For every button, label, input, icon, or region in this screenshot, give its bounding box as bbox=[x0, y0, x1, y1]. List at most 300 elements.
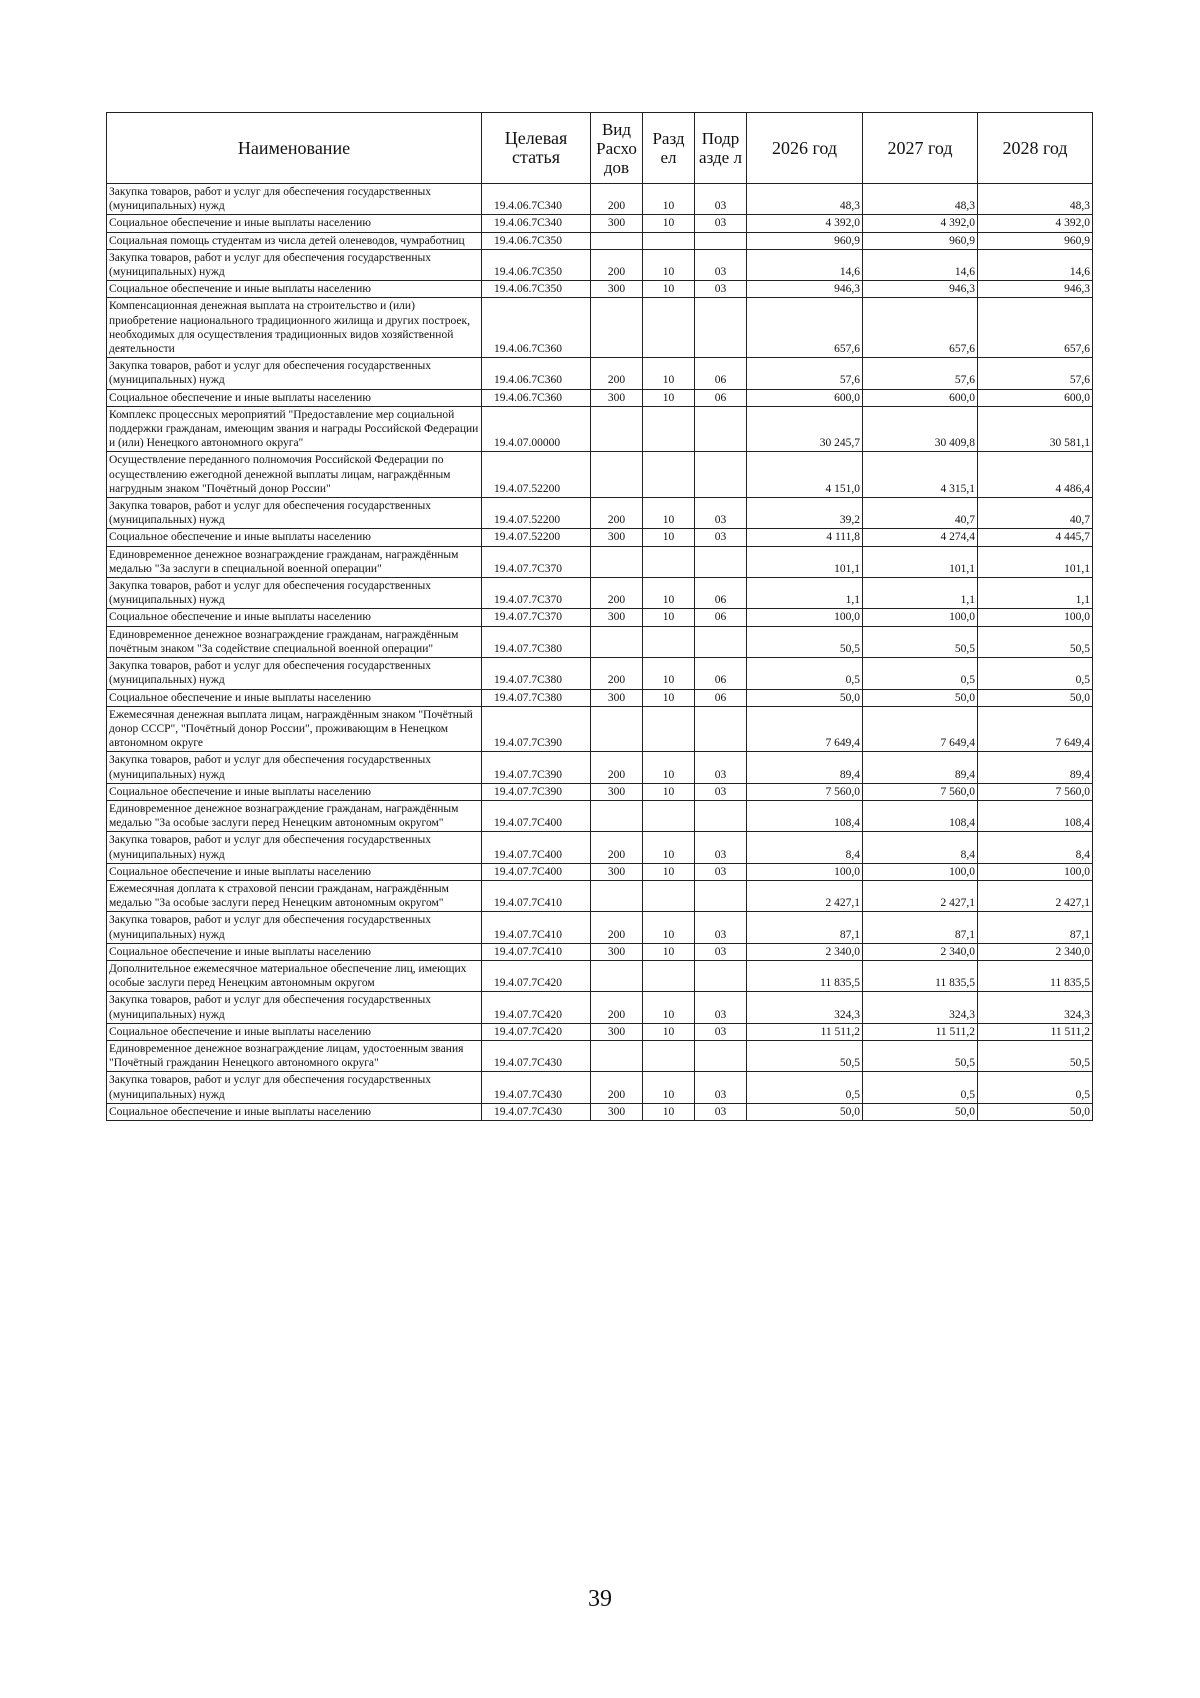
subsection-cell: 03 bbox=[695, 752, 747, 783]
subsection-cell: 03 bbox=[695, 992, 747, 1023]
row-name-cell: Социальное обеспечение и иные выплаты населению bbox=[107, 783, 482, 800]
expense-type-cell: 200 bbox=[591, 992, 643, 1023]
expense-type-cell bbox=[591, 800, 643, 831]
table-row bbox=[107, 358, 1093, 389]
amount-2027-cell: 324,3 bbox=[863, 992, 978, 1023]
amount-2026-cell: 324,3 bbox=[747, 992, 863, 1023]
table-row bbox=[107, 529, 1093, 546]
amount-2028-cell: 101,1 bbox=[978, 546, 1093, 577]
amount-2028-cell: 48,3 bbox=[978, 184, 1093, 215]
amount-2026-cell: 657,6 bbox=[747, 298, 863, 358]
target-article-cell: 19.4.07.52200 bbox=[482, 452, 591, 498]
amount-2028-cell: 4 445,7 bbox=[978, 529, 1093, 546]
amount-2027-cell: 8,4 bbox=[863, 832, 978, 863]
subsection-cell: 03 bbox=[695, 863, 747, 880]
amount-2026-cell: 2 427,1 bbox=[747, 880, 863, 911]
target-article-cell: 19.4.07.7С380 bbox=[482, 658, 591, 689]
section-cell: 10 bbox=[643, 389, 695, 406]
section-cell bbox=[643, 706, 695, 752]
amount-2027-cell: 600,0 bbox=[863, 389, 978, 406]
section-cell bbox=[643, 1040, 695, 1071]
amount-2028-cell: 89,4 bbox=[978, 752, 1093, 783]
expense-type-cell bbox=[591, 452, 643, 498]
row-name-cell: Закупка товаров, работ и услуг для обеспечения государственных (муниципальных) нужд bbox=[107, 658, 482, 689]
row-name-cell: Единовременное денежное вознаграждение гражданам, награждённым медалью "За особые заслуги перед Ненецким автономным округом" bbox=[107, 800, 482, 831]
row-name-cell: Осуществление переданного полномочия Российской Федерации по осуществлению ежегодной денежной выплаты лицам, награждённым нагрудным знаком "Почётный донор России" bbox=[107, 452, 482, 498]
expense-type-cell: 200 bbox=[591, 658, 643, 689]
row-name-cell: Комплекс процессных мероприятий "Предоставление мер социальной поддержки гражданам, имеющим звания и награды Российской Федерации и (или) Ненецкого автономного округа" bbox=[107, 406, 482, 452]
table-row bbox=[107, 706, 1093, 752]
row-name-cell: Социальное обеспечение и иные выплаты населению bbox=[107, 215, 482, 232]
expense-type-cell: 300 bbox=[591, 783, 643, 800]
header-year-2028: 2028 год bbox=[978, 113, 1093, 184]
section-cell: 10 bbox=[643, 832, 695, 863]
amount-2028-cell: 2 340,0 bbox=[978, 943, 1093, 960]
subsection-cell: 06 bbox=[695, 358, 747, 389]
section-cell: 10 bbox=[643, 249, 695, 280]
amount-2026-cell: 7 560,0 bbox=[747, 783, 863, 800]
subsection-cell: 03 bbox=[695, 943, 747, 960]
amount-2028-cell: 0,5 bbox=[978, 658, 1093, 689]
amount-2026-cell: 108,4 bbox=[747, 800, 863, 831]
target-article-cell: 19.4.07.7С430 bbox=[482, 1103, 591, 1120]
row-name-cell: Ежемесячная денежная выплата лицам, награждённым знаком "Почётный донор СССР", "Почётный донор России", проживающим в Ненецком автономном округе bbox=[107, 706, 482, 752]
expense-type-cell: 200 bbox=[591, 1072, 643, 1103]
subsection-cell: 03 bbox=[695, 184, 747, 215]
section-cell: 10 bbox=[643, 752, 695, 783]
amount-2028-cell: 4 392,0 bbox=[978, 215, 1093, 232]
table-row bbox=[107, 215, 1093, 232]
header-target-article: Целевая статья bbox=[482, 113, 591, 184]
target-article-cell: 19.4.07.7С400 bbox=[482, 863, 591, 880]
row-name-cell: Закупка товаров, работ и услуг для обеспечения государственных (муниципальных) нужд bbox=[107, 498, 482, 529]
table-row bbox=[107, 1072, 1093, 1103]
amount-2028-cell: 600,0 bbox=[978, 389, 1093, 406]
subsection-cell: 06 bbox=[695, 689, 747, 706]
amount-2027-cell: 7 560,0 bbox=[863, 783, 978, 800]
row-name-cell: Закупка товаров, работ и услуг для обеспечения государственных (муниципальных) нужд bbox=[107, 1072, 482, 1103]
row-name-cell: Социальное обеспечение и иные выплаты населению bbox=[107, 863, 482, 880]
target-article-cell: 19.4.07.7С390 bbox=[482, 752, 591, 783]
section-cell: 10 bbox=[643, 1103, 695, 1120]
amount-2027-cell: 100,0 bbox=[863, 609, 978, 626]
amount-2027-cell: 101,1 bbox=[863, 546, 978, 577]
amount-2028-cell: 0,5 bbox=[978, 1072, 1093, 1103]
subsection-cell bbox=[695, 406, 747, 452]
amount-2027-cell: 657,6 bbox=[863, 298, 978, 358]
row-name-cell: Закупка товаров, работ и услуг для обеспечения государственных (муниципальных) нужд bbox=[107, 184, 482, 215]
expense-type-cell: 300 bbox=[591, 1103, 643, 1120]
target-article-cell: 19.4.07.7С420 bbox=[482, 1023, 591, 1040]
table-row bbox=[107, 960, 1093, 991]
section-cell: 10 bbox=[643, 992, 695, 1023]
subsection-cell: 03 bbox=[695, 832, 747, 863]
table-row bbox=[107, 752, 1093, 783]
table-row bbox=[107, 452, 1093, 498]
expense-type-cell: 200 bbox=[591, 832, 643, 863]
expense-type-cell: 300 bbox=[591, 529, 643, 546]
expense-type-cell bbox=[591, 626, 643, 657]
amount-2027-cell: 50,0 bbox=[863, 1103, 978, 1120]
amount-2026-cell: 57,6 bbox=[747, 358, 863, 389]
target-article-cell: 19.4.06.7С340 bbox=[482, 184, 591, 215]
amount-2026-cell: 4 392,0 bbox=[747, 215, 863, 232]
subsection-cell bbox=[695, 960, 747, 991]
amount-2028-cell: 50,0 bbox=[978, 1103, 1093, 1120]
amount-2026-cell: 960,9 bbox=[747, 232, 863, 249]
expense-type-cell: 300 bbox=[591, 281, 643, 298]
row-name-cell: Социальное обеспечение и иные выплаты населению bbox=[107, 1103, 482, 1120]
row-name-cell: Социальное обеспечение и иные выплаты населению bbox=[107, 389, 482, 406]
expense-type-cell: 300 bbox=[591, 389, 643, 406]
expense-type-cell: 200 bbox=[591, 498, 643, 529]
table-row bbox=[107, 912, 1093, 943]
amount-2028-cell: 7 560,0 bbox=[978, 783, 1093, 800]
subsection-cell: 06 bbox=[695, 609, 747, 626]
amount-2028-cell: 11 835,5 bbox=[978, 960, 1093, 991]
amount-2028-cell: 1,1 bbox=[978, 578, 1093, 609]
amount-2028-cell: 57,6 bbox=[978, 358, 1093, 389]
section-cell: 10 bbox=[643, 1023, 695, 1040]
section-cell bbox=[643, 800, 695, 831]
subsection-cell bbox=[695, 800, 747, 831]
table-row bbox=[107, 832, 1093, 863]
target-article-cell: 19.4.06.7С350 bbox=[482, 232, 591, 249]
amount-2027-cell: 108,4 bbox=[863, 800, 978, 831]
amount-2028-cell: 50,5 bbox=[978, 626, 1093, 657]
amount-2027-cell: 100,0 bbox=[863, 863, 978, 880]
target-article-cell: 19.4.07.7С370 bbox=[482, 546, 591, 577]
table-row bbox=[107, 1040, 1093, 1071]
section-cell: 10 bbox=[643, 358, 695, 389]
target-article-cell: 19.4.07.7С430 bbox=[482, 1072, 591, 1103]
expense-type-cell: 300 bbox=[591, 609, 643, 626]
page-number: 39 bbox=[588, 1586, 612, 1612]
table-row bbox=[107, 578, 1093, 609]
table-row bbox=[107, 232, 1093, 249]
amount-2026-cell: 8,4 bbox=[747, 832, 863, 863]
table-row bbox=[107, 298, 1093, 358]
section-cell: 10 bbox=[643, 498, 695, 529]
amount-2028-cell: 2 427,1 bbox=[978, 880, 1093, 911]
amount-2026-cell: 50,0 bbox=[747, 1103, 863, 1120]
row-name-cell: Единовременное денежное вознаграждение гражданам, награждённым почётным знаком "За содействие специальной военной операции" bbox=[107, 626, 482, 657]
row-name-cell: Социальное обеспечение и иные выплаты населению bbox=[107, 943, 482, 960]
row-name-cell: Закупка товаров, работ и услуг для обеспечения государственных (муниципальных) нужд bbox=[107, 752, 482, 783]
subsection-cell: 03 bbox=[695, 1023, 747, 1040]
amount-2028-cell: 87,1 bbox=[978, 912, 1093, 943]
subsection-cell: 06 bbox=[695, 389, 747, 406]
amount-2027-cell: 11 511,2 bbox=[863, 1023, 978, 1040]
section-cell bbox=[643, 626, 695, 657]
row-name-cell: Закупка товаров, работ и услуг для обеспечения государственных (муниципальных) нужд bbox=[107, 992, 482, 1023]
subsection-cell bbox=[695, 706, 747, 752]
expense-type-cell bbox=[591, 546, 643, 577]
amount-2028-cell: 40,7 bbox=[978, 498, 1093, 529]
header-section: Разд ел bbox=[643, 113, 695, 184]
amount-2028-cell: 100,0 bbox=[978, 609, 1093, 626]
target-article-cell: 19.4.06.7С350 bbox=[482, 281, 591, 298]
amount-2028-cell: 8,4 bbox=[978, 832, 1093, 863]
amount-2026-cell: 1,1 bbox=[747, 578, 863, 609]
section-cell: 10 bbox=[643, 863, 695, 880]
row-name-cell: Дополнительное ежемесячное материальное обеспечение лиц, имеющих особые заслуги перед Ненецким автономным округом bbox=[107, 960, 482, 991]
row-name-cell: Социальное обеспечение и иные выплаты населению bbox=[107, 689, 482, 706]
amount-2027-cell: 960,9 bbox=[863, 232, 978, 249]
amount-2027-cell: 89,4 bbox=[863, 752, 978, 783]
amount-2026-cell: 100,0 bbox=[747, 609, 863, 626]
header-expense-type: Вид Расхо дов bbox=[591, 113, 643, 184]
subsection-cell: 03 bbox=[695, 215, 747, 232]
header-name: Наименование bbox=[107, 113, 482, 184]
section-cell: 10 bbox=[643, 281, 695, 298]
section-cell bbox=[643, 546, 695, 577]
table-row bbox=[107, 609, 1093, 626]
amount-2026-cell: 101,1 bbox=[747, 546, 863, 577]
amount-2027-cell: 7 649,4 bbox=[863, 706, 978, 752]
amount-2027-cell: 4 392,0 bbox=[863, 215, 978, 232]
target-article-cell: 19.4.07.7С400 bbox=[482, 800, 591, 831]
expense-type-cell: 300 bbox=[591, 863, 643, 880]
row-name-cell: Закупка товаров, работ и услуг для обеспечения государственных (муниципальных) нужд bbox=[107, 358, 482, 389]
section-cell: 10 bbox=[643, 689, 695, 706]
expense-type-cell bbox=[591, 880, 643, 911]
amount-2026-cell: 2 340,0 bbox=[747, 943, 863, 960]
amount-2028-cell: 324,3 bbox=[978, 992, 1093, 1023]
amount-2027-cell: 2 340,0 bbox=[863, 943, 978, 960]
section-cell bbox=[643, 298, 695, 358]
row-name-cell: Закупка товаров, работ и услуг для обеспечения государственных (муниципальных) нужд bbox=[107, 578, 482, 609]
amount-2027-cell: 30 409,8 bbox=[863, 406, 978, 452]
target-article-cell: 19.4.07.7С420 bbox=[482, 960, 591, 991]
row-name-cell: Социальное обеспечение и иные выплаты населению bbox=[107, 529, 482, 546]
target-article-cell: 19.4.07.7С400 bbox=[482, 832, 591, 863]
row-name-cell: Социальное обеспечение и иные выплаты населению bbox=[107, 281, 482, 298]
table-row bbox=[107, 281, 1093, 298]
header-year-2027: 2027 год bbox=[863, 113, 978, 184]
row-name-cell: Социальное обеспечение и иные выплаты населению bbox=[107, 1023, 482, 1040]
expense-type-cell bbox=[591, 960, 643, 991]
table-row bbox=[107, 546, 1093, 577]
table-row bbox=[107, 689, 1093, 706]
expense-type-cell: 300 bbox=[591, 1023, 643, 1040]
amount-2027-cell: 0,5 bbox=[863, 1072, 978, 1103]
expense-type-cell bbox=[591, 298, 643, 358]
amount-2026-cell: 30 245,7 bbox=[747, 406, 863, 452]
amount-2026-cell: 14,6 bbox=[747, 249, 863, 280]
section-cell bbox=[643, 406, 695, 452]
subsection-cell bbox=[695, 626, 747, 657]
subsection-cell: 03 bbox=[695, 912, 747, 943]
amount-2028-cell: 50,0 bbox=[978, 689, 1093, 706]
target-article-cell: 19.4.06.7С350 bbox=[482, 249, 591, 280]
budget-table bbox=[106, 112, 1093, 1121]
amount-2027-cell: 1,1 bbox=[863, 578, 978, 609]
target-article-cell: 19.4.06.7С360 bbox=[482, 389, 591, 406]
amount-2027-cell: 11 835,5 bbox=[863, 960, 978, 991]
header-subsection: Подр азде л bbox=[695, 113, 747, 184]
table-row bbox=[107, 880, 1093, 911]
expense-type-cell: 200 bbox=[591, 358, 643, 389]
amount-2026-cell: 11 511,2 bbox=[747, 1023, 863, 1040]
amount-2026-cell: 4 111,8 bbox=[747, 529, 863, 546]
expense-type-cell: 200 bbox=[591, 912, 643, 943]
amount-2027-cell: 14,6 bbox=[863, 249, 978, 280]
amount-2026-cell: 50,5 bbox=[747, 1040, 863, 1071]
amount-2026-cell: 89,4 bbox=[747, 752, 863, 783]
row-name-cell: Единовременное денежное вознаграждение лицам, удостоенным звания "Почётный гражданин Ненецкого автономного округа" bbox=[107, 1040, 482, 1071]
amount-2027-cell: 4 274,4 bbox=[863, 529, 978, 546]
subsection-cell bbox=[695, 232, 747, 249]
subsection-cell: 06 bbox=[695, 658, 747, 689]
amount-2027-cell: 946,3 bbox=[863, 281, 978, 298]
amount-2027-cell: 48,3 bbox=[863, 184, 978, 215]
amount-2028-cell: 960,9 bbox=[978, 232, 1093, 249]
target-article-cell: 19.4.07.7С410 bbox=[482, 943, 591, 960]
amount-2028-cell: 14,6 bbox=[978, 249, 1093, 280]
row-name-cell: Социальное обеспечение и иные выплаты населению bbox=[107, 609, 482, 626]
subsection-cell: 03 bbox=[695, 783, 747, 800]
target-article-cell: 19.4.07.00000 bbox=[482, 406, 591, 452]
target-article-cell: 19.4.07.7С380 bbox=[482, 626, 591, 657]
subsection-cell: 03 bbox=[695, 498, 747, 529]
section-cell: 10 bbox=[643, 578, 695, 609]
target-article-cell: 19.4.07.7С410 bbox=[482, 912, 591, 943]
expense-type-cell: 300 bbox=[591, 215, 643, 232]
subsection-cell: 03 bbox=[695, 1103, 747, 1120]
table-row bbox=[107, 783, 1093, 800]
target-article-cell: 19.4.07.52200 bbox=[482, 529, 591, 546]
row-name-cell: Закупка товаров, работ и услуг для обеспечения государственных (муниципальных) нужд bbox=[107, 832, 482, 863]
expense-type-cell: 200 bbox=[591, 249, 643, 280]
target-article-cell: 19.4.07.7С390 bbox=[482, 706, 591, 752]
amount-2028-cell: 657,6 bbox=[978, 298, 1093, 358]
amount-2028-cell: 108,4 bbox=[978, 800, 1093, 831]
amount-2026-cell: 50,0 bbox=[747, 689, 863, 706]
expense-type-cell bbox=[591, 1040, 643, 1071]
section-cell: 10 bbox=[643, 943, 695, 960]
section-cell: 10 bbox=[643, 658, 695, 689]
amount-2028-cell: 946,3 bbox=[978, 281, 1093, 298]
row-name-cell: Единовременное денежное вознаграждение гражданам, награждённым медалью "За заслуги в специальной военной операции" bbox=[107, 546, 482, 577]
amount-2027-cell: 57,6 bbox=[863, 358, 978, 389]
section-cell: 10 bbox=[643, 609, 695, 626]
section-cell bbox=[643, 452, 695, 498]
target-article-cell: 19.4.07.7С430 bbox=[482, 1040, 591, 1071]
table-row bbox=[107, 1103, 1093, 1120]
target-article-cell: 19.4.06.7С360 bbox=[482, 358, 591, 389]
expense-type-cell: 200 bbox=[591, 578, 643, 609]
amount-2027-cell: 50,0 bbox=[863, 689, 978, 706]
table-row bbox=[107, 406, 1093, 452]
amount-2028-cell: 4 486,4 bbox=[978, 452, 1093, 498]
amount-2028-cell: 100,0 bbox=[978, 863, 1093, 880]
expense-type-cell bbox=[591, 706, 643, 752]
table-row bbox=[107, 389, 1093, 406]
row-name-cell: Закупка товаров, работ и услуг для обеспечения государственных (муниципальных) нужд bbox=[107, 912, 482, 943]
table-header bbox=[107, 113, 1093, 184]
table-row bbox=[107, 800, 1093, 831]
subsection-cell: 03 bbox=[695, 529, 747, 546]
amount-2027-cell: 4 315,1 bbox=[863, 452, 978, 498]
table-row bbox=[107, 1023, 1093, 1040]
expense-type-cell: 300 bbox=[591, 689, 643, 706]
amount-2026-cell: 0,5 bbox=[747, 1072, 863, 1103]
subsection-cell bbox=[695, 546, 747, 577]
subsection-cell bbox=[695, 1040, 747, 1071]
amount-2026-cell: 4 151,0 bbox=[747, 452, 863, 498]
header-row bbox=[107, 113, 1093, 184]
target-article-cell: 19.4.07.7С420 bbox=[482, 992, 591, 1023]
subsection-cell: 03 bbox=[695, 1072, 747, 1103]
amount-2026-cell: 11 835,5 bbox=[747, 960, 863, 991]
table-row bbox=[107, 249, 1093, 280]
section-cell: 10 bbox=[643, 783, 695, 800]
amount-2026-cell: 0,5 bbox=[747, 658, 863, 689]
amount-2026-cell: 50,5 bbox=[747, 626, 863, 657]
amount-2026-cell: 48,3 bbox=[747, 184, 863, 215]
subsection-cell bbox=[695, 880, 747, 911]
amount-2026-cell: 100,0 bbox=[747, 863, 863, 880]
target-article-cell: 19.4.07.52200 bbox=[482, 498, 591, 529]
amount-2027-cell: 0,5 bbox=[863, 658, 978, 689]
expense-type-cell bbox=[591, 232, 643, 249]
target-article-cell: 19.4.06.7С360 bbox=[482, 298, 591, 358]
table-row bbox=[107, 992, 1093, 1023]
target-article-cell: 19.4.07.7С390 bbox=[482, 783, 591, 800]
expense-type-cell: 200 bbox=[591, 184, 643, 215]
row-name-cell: Социальная помощь студентам из числа детей оленеводов, чумработниц bbox=[107, 232, 482, 249]
table-row bbox=[107, 943, 1093, 960]
row-name-cell: Компенсационная денежная выплата на строительство и (или) приобретение национального традиционного жилища и других построек, необходимых для осуществления традиционных видов хозяйственной деятельности bbox=[107, 298, 482, 358]
amount-2026-cell: 600,0 bbox=[747, 389, 863, 406]
table-row bbox=[107, 626, 1093, 657]
table-row bbox=[107, 184, 1093, 215]
section-cell: 10 bbox=[643, 184, 695, 215]
amount-2026-cell: 946,3 bbox=[747, 281, 863, 298]
subsection-cell: 06 bbox=[695, 578, 747, 609]
table-row bbox=[107, 863, 1093, 880]
row-name-cell: Ежемесячная доплата к страховой пенсии гражданам, награждённым медалью "За особые заслуги перед Ненецким автономным округом" bbox=[107, 880, 482, 911]
section-cell: 10 bbox=[643, 215, 695, 232]
amount-2027-cell: 50,5 bbox=[863, 1040, 978, 1071]
expense-type-cell: 300 bbox=[591, 943, 643, 960]
amount-2028-cell: 7 649,4 bbox=[978, 706, 1093, 752]
expense-type-cell bbox=[591, 406, 643, 452]
subsection-cell: 03 bbox=[695, 281, 747, 298]
section-cell bbox=[643, 232, 695, 249]
amount-2026-cell: 39,2 bbox=[747, 498, 863, 529]
expense-type-cell: 200 bbox=[591, 752, 643, 783]
amount-2027-cell: 2 427,1 bbox=[863, 880, 978, 911]
target-article-cell: 19.4.06.7С340 bbox=[482, 215, 591, 232]
amount-2027-cell: 40,7 bbox=[863, 498, 978, 529]
target-article-cell: 19.4.07.7С370 bbox=[482, 609, 591, 626]
subsection-cell: 03 bbox=[695, 249, 747, 280]
header-year-2026: 2026 год bbox=[747, 113, 863, 184]
section-cell: 10 bbox=[643, 529, 695, 546]
table-body bbox=[107, 184, 1093, 1121]
section-cell bbox=[643, 880, 695, 911]
target-article-cell: 19.4.07.7С380 bbox=[482, 689, 591, 706]
amount-2026-cell: 87,1 bbox=[747, 912, 863, 943]
section-cell: 10 bbox=[643, 912, 695, 943]
section-cell: 10 bbox=[643, 1072, 695, 1103]
amount-2028-cell: 50,5 bbox=[978, 1040, 1093, 1071]
amount-2028-cell: 30 581,1 bbox=[978, 406, 1093, 452]
subsection-cell bbox=[695, 298, 747, 358]
amount-2027-cell: 50,5 bbox=[863, 626, 978, 657]
